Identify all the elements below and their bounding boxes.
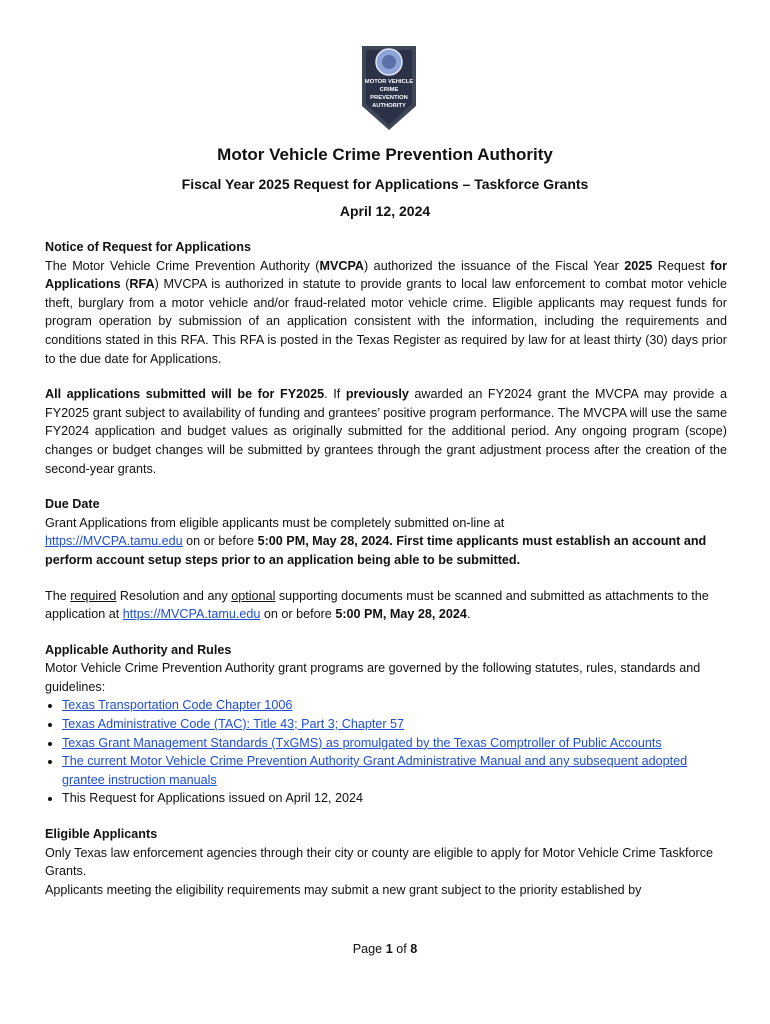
fy2025-paragraph: All applications submitted will be for FY2025. If previously awarded an FY2024 grant the MVCPA may provide a FY2025 grant subject to availability of funding and grantees’ positive program performance. The MVCPA will use the same FY2024 application and budget values as originally submitted for the additional period. Any ongoing program (scope) changes or budget changes will be submitted by grantees through the grant adjustment process after the creation of the second-year grants. [45, 387, 727, 476]
list-item [62, 696, 727, 715]
list-item [62, 734, 727, 753]
admin-manual-link[interactable]: The current Motor Vehicle Crime Prevention Authority Grant Administrative Manual and any subsequent adopted grantee instruction manuals [62, 754, 688, 787]
authority-list [45, 696, 727, 808]
notice-paragraph: The Motor Vehicle Crime Prevention Authority (MVCPA) authorized the issuance of the Fiscal Year 2025 Request for Applications (RFA) MVCPA is authorized in statute to provide grants to local law enforcement to combat motor vehicle theft, burglary from a motor vehicle and/or fraud-related motor vehicle crime. Eligible applicants may request funds for program operation by submission of an application consistent with the information, including the requirements and conditions stated in this RFA. This RFA is posted in the Texas Register as required by law for at least thirty (30) days prior to the due date for Applications. [45, 258, 728, 366]
eligible-priority-paragraph: Applicants meeting the eligibility requirements may submit a new grant subject to the priority established by [45, 882, 642, 897]
tac-link[interactable]: Texas Administrative Code (TAC): Title 43; Part 3; Chapter 57 [62, 717, 405, 732]
document-subtitle: Fiscal Year 2025 Request for Applications – Taskforce Grants [181, 176, 589, 192]
authority-intro: Motor Vehicle Crime Prevention Authority grant programs are governed by the following statutes, rules, standards and guidelines: [45, 661, 701, 694]
due-date-paragraph: Grant Applications from eligible applicants must be completely submitted on-line at https://MVCPA.tamu.edu on or before 5:00 PM, May 28, 2024. First time applicants must establish an account and perform account setup steps prior to an application being able to be submitted. [45, 515, 707, 567]
mvcpa-portal-link[interactable]: https://MVCPA.tamu.edu [45, 534, 183, 549]
mvcpa-shield-logo [358, 40, 420, 132]
list-item [62, 752, 727, 789]
logo-text-line: PREVENTION [370, 95, 408, 101]
document-body [45, 238, 727, 899]
page-total: 8 [410, 942, 418, 956]
attachments-paragraph: The required Resolution and any optional supporting documents must be scanned and submitted as attachments to the application at https://MVCPA.tamu.edu on or before 5:00 PM, May 28, 2024. [45, 588, 709, 622]
eligible-paragraph: Only Texas law enforcement agencies through their city or county are eligible to apply for Motor Vehicle Crime Taskforce Grants. [45, 845, 714, 879]
page-number: 1 [385, 942, 393, 956]
document-date: April 12, 2024 [339, 203, 431, 219]
mvcpa-portal-link-2[interactable]: https://MVCPA.tamu.edu [122, 607, 261, 622]
logo-text-line: MOTOR VEHICLE [364, 79, 414, 85]
logo-text-line: CRIME [379, 87, 399, 93]
authority-heading: Applicable Authority and Rules [45, 642, 232, 657]
page-footer: Page 1 of 8 [352, 942, 418, 956]
eligible-heading: Eligible Applicants [45, 827, 158, 842]
list-item [62, 715, 727, 734]
transportation-code-link[interactable]: Texas Transportation Code Chapter 1006 [62, 698, 293, 713]
document-title: Motor Vehicle Crime Prevention Authority [217, 145, 553, 164]
due-date-heading: Due Date [45, 497, 100, 512]
notice-heading: Notice of Request for Applications [45, 240, 251, 254]
list-item: • This Request for Applications issued on April 12, 2024 [62, 789, 727, 808]
txgms-link[interactable]: Texas Grant Management Standards (TxGMS) as promulgated by the Texas Comptroller of Public Accounts [62, 735, 662, 750]
logo-text-line: AUTHORITY [372, 103, 406, 109]
